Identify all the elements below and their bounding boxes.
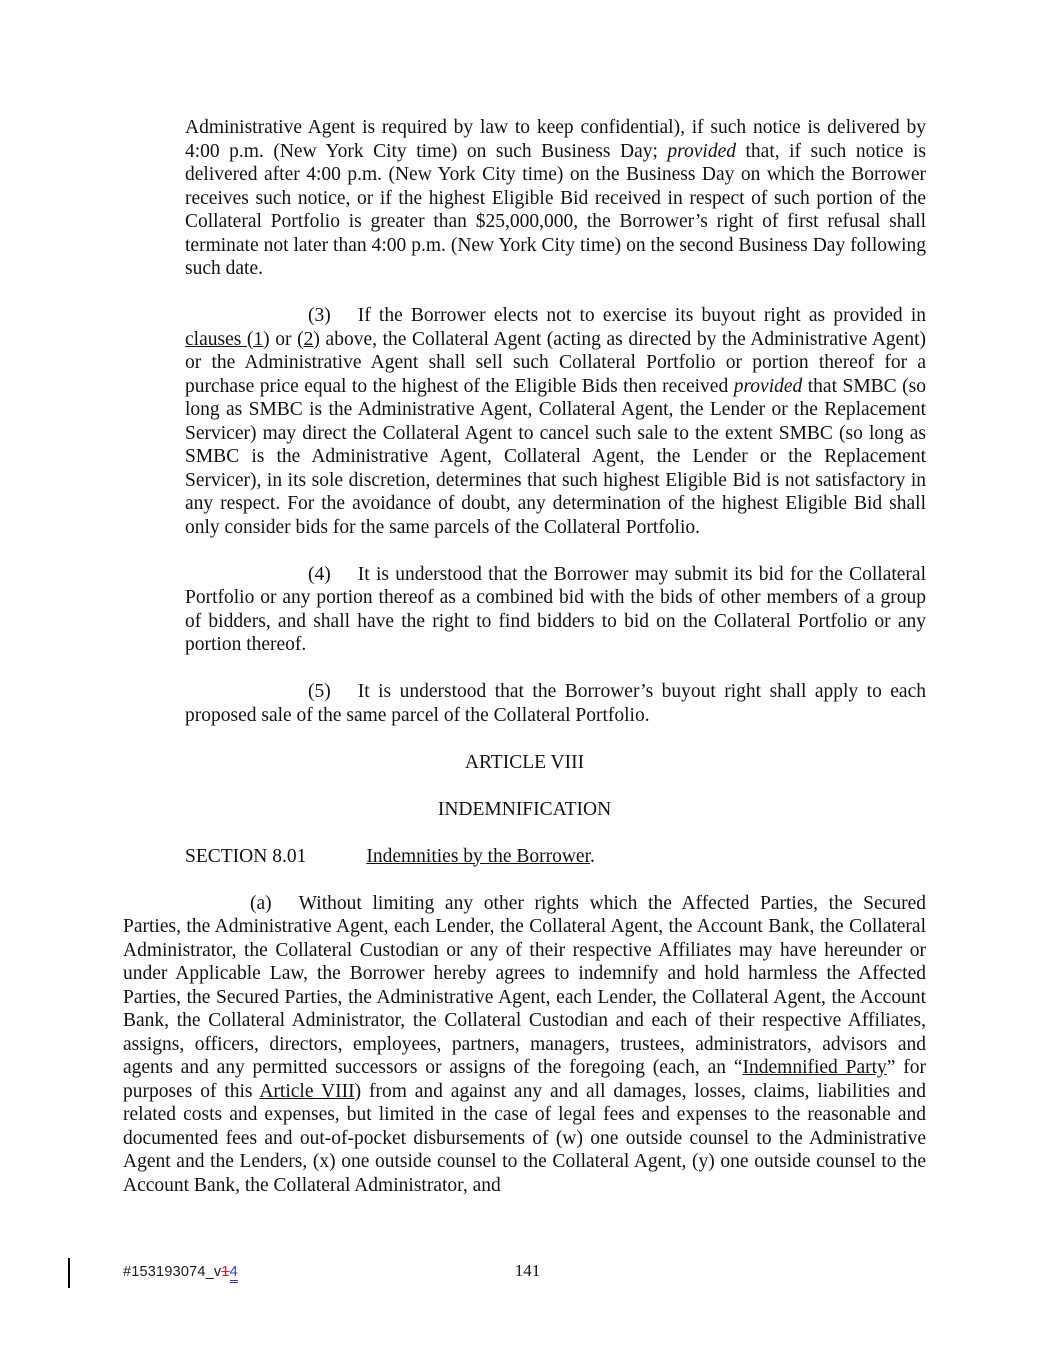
paragraph-confidentiality-continuation: Administrative Agent is required by law to keep confidential), if such notice is delivered by 4:00 p.m. (New York City time) on such Business Day; provided that, if such notice is delivered after 4:00 p.m. (New York City time) on the Business Day on which the Borrower receives such notice, or if the highest Eligible Bid received in respect of such portion of the Collateral Portfolio is greater than $25,000,000, the Borrower’s right of first refusal shall terminate not later than 4:00 p.m. (New York City time) on the second Business Day following such date. xyxy=(185,117,926,279)
page-number: 141 xyxy=(514,1261,541,1280)
paragraph-4: (4) It is understood that the Borrower may submit its bid for the Collateral Portfolio or any portion thereof as a combined bid with the bids of other members of a group of bidders, and shall have the right to find bidders to bid on the Collateral Portfolio or any portion thereof. xyxy=(185,563,926,655)
doc-id-inserted-version: 4 xyxy=(230,1264,238,1283)
doc-id-prefix: #153193074_v xyxy=(123,1264,222,1280)
document-body xyxy=(123,116,926,1197)
doc-id-deleted-version: 1 xyxy=(221,1264,230,1280)
page-footer xyxy=(0,1256,1055,1304)
indemnification-heading: INDEMNIFICATION xyxy=(437,798,612,820)
section-8-01-heading: SECTION 8.01 Indemnities by the Borrower. xyxy=(185,845,595,867)
paragraph-5: (5) It is understood that the Borrower’s buyout right shall apply to each proposed sale of the same parcel of the Collateral Portfolio. xyxy=(185,681,926,726)
article-viii-heading: ARTICLE VIII xyxy=(464,751,585,773)
paragraph-a: (a) Without limiting any other rights which the Affected Parties, the Secured Parties, the Administrative Agent, each Lender, the Collateral Agent, the Account Bank, the Collateral Administrator, the Collateral Custodian or any of their respective Affiliates may have hereunder or under Applicable Law, the Borrower hereby agrees to indemnify and hold harmless the Affected Parties, the Secured Parties, the Administrative Agent, each Lender, the Collateral Agent, the Account Bank, the Collateral Administrator, the Collateral Custodian and each of their respective Affiliates, assigns, officers, directors, employees, partners, managers, trustees, administrators, advisors and agents and any permitted successors or assigns of the foregoing (each, an “Indemnified Party” for purposes of this Article VIII) from and against any and all damages, losses, claims, liabilities and related costs and expenses, but limited in the case of legal fees and expenses to the reasonable and documented fees and out-of-pocket disbursements of (w) one outside counsel to the Administrative Agent and the Lenders, (x) one outside counsel to the Collateral Agent, (y) one outside counsel to the Account Bank, the Collateral Administrator, and xyxy=(123,892,927,1196)
paragraph-3: (3) If the Borrower elects not to exercise its buyout right as provided in clauses (1) or (2) above, the Collateral Agent (acting as directed by the Administrative Agent) or the Administrative Agent shall sell such Collateral Portfolio or portion thereof for a purchase price equal to the highest of the Eligible Bids then received provided that SMBC (so long as SMBC is the Administrative Agent, Collateral Agent, the Lender or the Replacement Servicer) may direct the Collateral Agent to cancel such sale to the extent SMBC (so long as SMBC is the Administrative Agent, Collateral Agent, the Lender or the Replacement Servicer), in its sole discretion, determines that such highest Eligible Bid is not satisfactory in any respect. For the avoidance of doubt, any determination of the highest Eligible Bid shall only consider bids for the same parcels of the Collateral Portfolio. xyxy=(185,305,926,538)
